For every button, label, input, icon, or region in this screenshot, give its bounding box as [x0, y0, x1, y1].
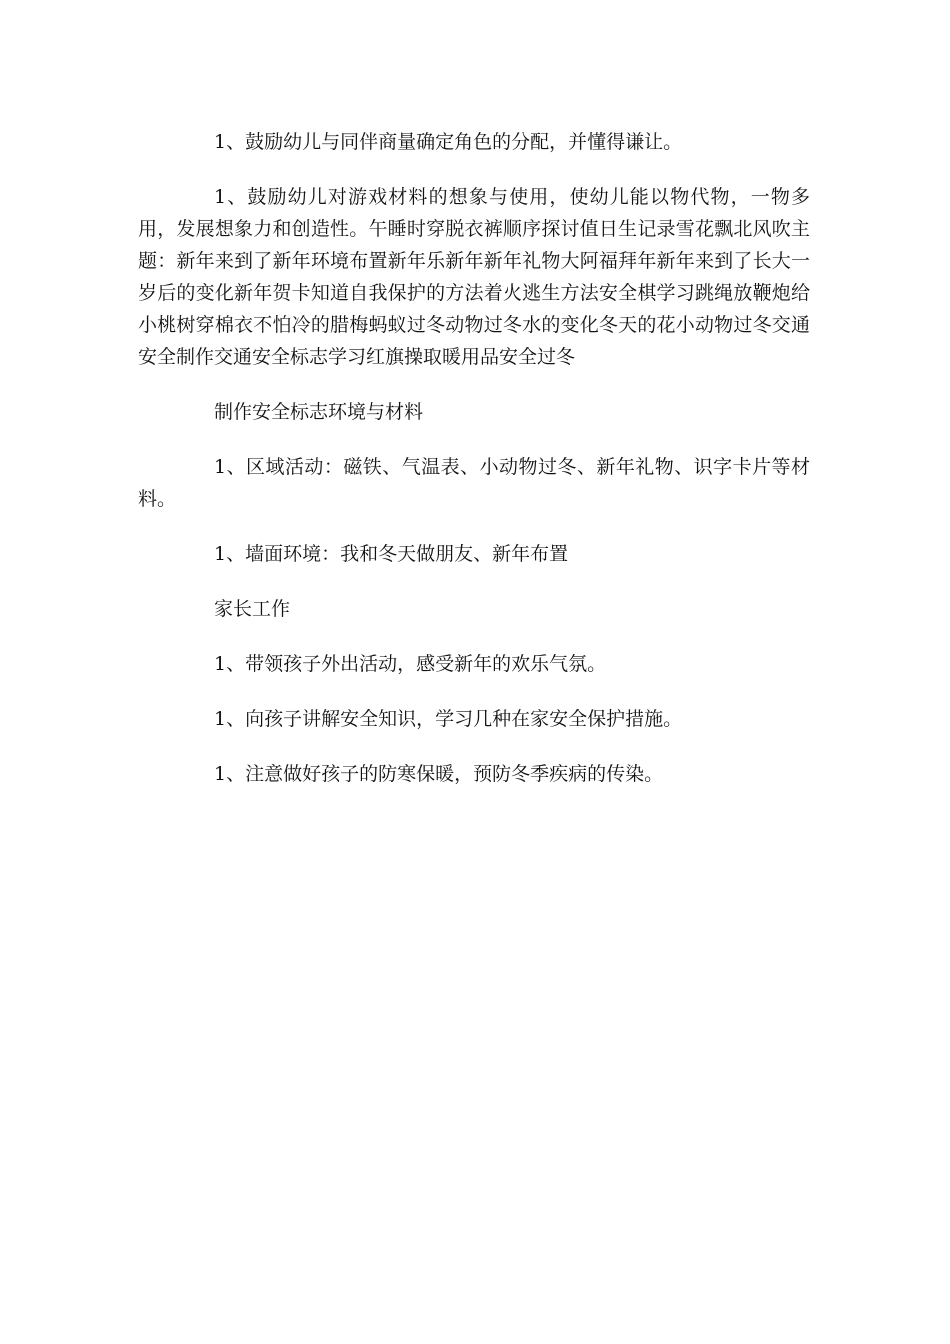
paragraph-outing: 1、带领孩子外出活动，感受新年的欢乐气氛。 — [214, 653, 607, 675]
paragraph-role-assignment: 1、鼓励幼儿与同伴商量确定角色的分配，并懂得谦让。 — [214, 131, 683, 153]
paragraph-parent-work-heading: 家长工作 — [214, 598, 291, 620]
paragraph-wall-environment: 1、墙面环境：我和冬天做朋友、新年布置 — [214, 543, 569, 565]
paragraph-materials-and-themes: 1、鼓励幼儿对游戏材料的想象与使用，使幼儿能以物代物，一物多用，发展想象力和创造性。午睡时穿脱衣裤顺序探讨值日生记录雪花飘北风吹主题：新年来到了新年环境布置新年乐新年新年礼物大阿福拜年新年来到了长大一岁后的变化新年贺卡知道自我保护的方法着火逃生方法安全棋学习跳绳放鞭炮给小桃树穿棉衣不怕冷的腊梅蚂蚁过冬动物过冬水的变化冬天的花小动物过冬交通安全制作交通安全标志学习红旗操取暖用品安全过冬 — [138, 186, 810, 368]
paragraph-safety-signs-heading: 制作安全标志环境与材料 — [214, 401, 424, 423]
paragraph-safety-knowledge: 1、向孩子讲解安全知识，学习几种在家安全保护措施。 — [214, 708, 683, 730]
paragraph-area-activities: 1、区域活动：磁铁、气温表、小动物过冬、新年礼物、识字卡片等材料。 — [138, 456, 810, 510]
document-body — [138, 126, 810, 813]
paragraph-keep-warm: 1、注意做好孩子的防寒保暖，预防冬季疾病的传染。 — [214, 763, 664, 785]
